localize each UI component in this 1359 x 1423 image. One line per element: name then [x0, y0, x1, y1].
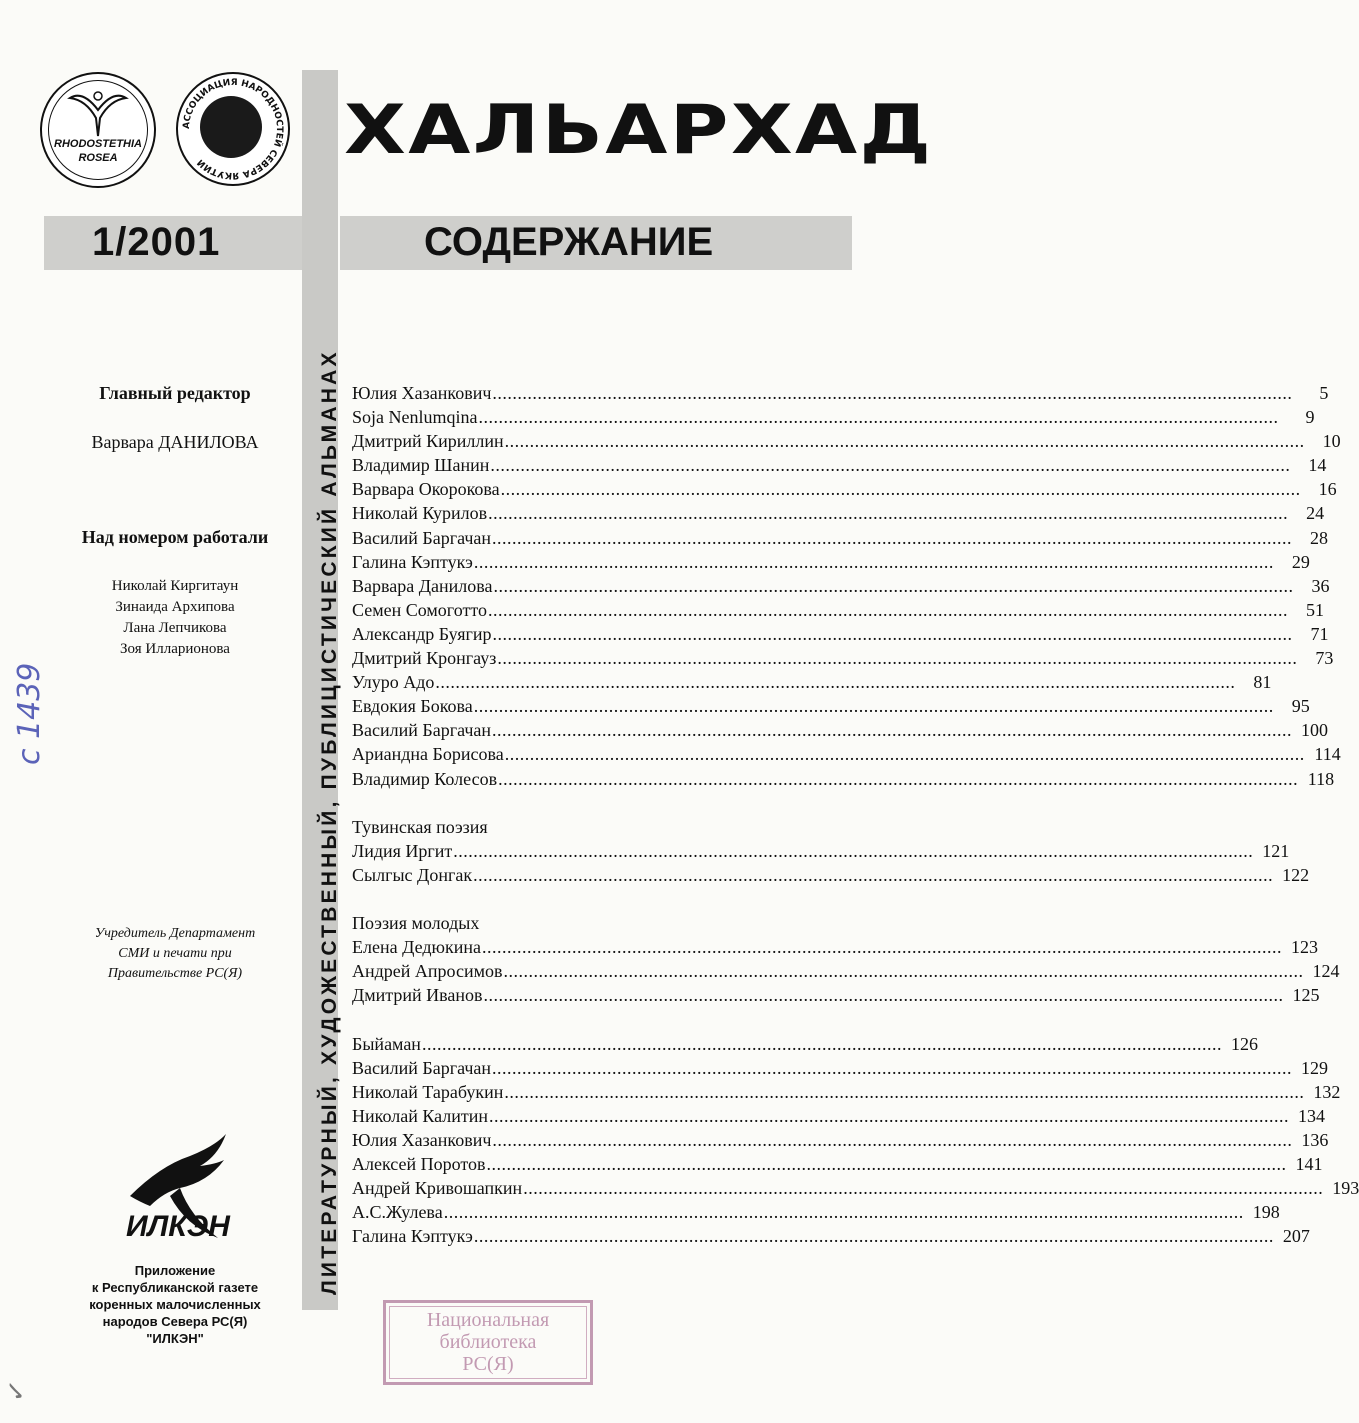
toc-leader-dots	[505, 431, 1305, 452]
toc-leader-dots	[493, 624, 1293, 645]
toc-leader-dots	[505, 744, 1305, 765]
toc-author: Юлия Хазанкович	[352, 383, 492, 403]
toc-entry	[352, 768, 1335, 793]
svg-text:АССОЦИАЦИЯ НАРОДНОСТЕЙ СЕВЕРА: АССОЦИАЦИЯ НАРОДНОСТЕЙ СЕВЕРА ЯКУТИИ	[181, 77, 285, 181]
toc-page-number: 100	[1301, 720, 1329, 741]
toc-entry	[352, 455, 1327, 479]
ilken-logo-text: ИЛКЭН	[126, 1210, 230, 1243]
toc-spacer	[352, 1009, 830, 1033]
toc-author: Василий Баргачан	[352, 1057, 492, 1078]
toc-page-number: 71	[1310, 623, 1329, 644]
supplement-line: "ИЛКЭН"	[146, 1331, 204, 1346]
toc-entry	[352, 648, 1334, 672]
toc-leader-dots	[494, 576, 1294, 597]
toc-spacer	[352, 889, 830, 913]
toc-leader-dots	[474, 1226, 1274, 1247]
toc-author: Владимир Шанин	[352, 455, 490, 476]
toc-entry	[352, 696, 1310, 720]
toc-group	[352, 1033, 1359, 1251]
toc-leader-dots	[484, 985, 1284, 1006]
toc-entry	[352, 575, 1330, 600]
almanac-title: ХАЛЬАРХАД	[344, 91, 934, 170]
toc-author: Алексей Поротов	[352, 1154, 486, 1174]
toc-leader-dots	[474, 552, 1274, 573]
toc-group	[352, 383, 1341, 793]
toc-page-number: 126	[1230, 1033, 1258, 1054]
toc-page-number: 121	[1262, 840, 1290, 861]
toc-entry	[352, 503, 1325, 527]
toc-entry	[352, 840, 1290, 865]
issue-number: 1/2001	[92, 220, 221, 264]
toc-entry	[352, 961, 1340, 985]
toc-entry	[352, 1033, 1258, 1058]
toc-author: Дмитрий Иванов	[352, 985, 483, 1006]
toc-entry	[352, 1129, 1329, 1154]
toc-page-number: 9	[1305, 407, 1315, 428]
toc-author: Дмитрий Кириллин	[352, 431, 504, 452]
logo-text-line2: ROSEA	[78, 152, 118, 164]
logo-text-line1: RHODOSTETHIA	[54, 138, 142, 150]
toc-author: Галина Кэптукэ	[352, 551, 473, 572]
toc-leader-dots	[498, 769, 1298, 790]
toc-entry	[352, 383, 1329, 407]
toc-section-title: Тувинская поэзия	[352, 816, 488, 837]
toc-entry	[352, 479, 1337, 503]
toc-leader-dots	[504, 1082, 1304, 1103]
founder-line: Правительстве РС(Я)	[107, 966, 243, 981]
toc-entry	[352, 672, 1272, 696]
association-emblem	[200, 96, 262, 158]
toc-leader-dots	[492, 1058, 1292, 1079]
toc-entry	[352, 1202, 1280, 1226]
toc-author: Галина Кэптукэ	[352, 1226, 473, 1247]
toc-entry	[352, 1178, 1359, 1202]
team-member: Зоя Илларионова	[120, 641, 230, 657]
toc-page-number: 73	[1315, 648, 1334, 669]
toc-entry	[352, 1226, 1310, 1250]
stamp-inner-border	[389, 1306, 587, 1379]
toc-author: А.С.Жулева	[352, 1202, 443, 1223]
toc-entry	[352, 431, 1341, 455]
toc-leader-dots	[478, 407, 1278, 428]
toc-page-number: 5	[1319, 383, 1329, 403]
toc-page-number: 122	[1282, 864, 1310, 885]
toc-page-number: 81	[1253, 672, 1272, 693]
toc-entry	[352, 623, 1329, 648]
toc-page-number: 24	[1306, 503, 1325, 524]
toc-page-number: 123	[1290, 937, 1318, 958]
toc-leader-dots	[488, 503, 1288, 524]
toc-entry	[352, 551, 1310, 576]
rhodostethia-rosea-logo	[40, 72, 156, 188]
toc-leader-dots	[497, 648, 1297, 669]
toc-author: Soja Nenlumqina	[352, 407, 478, 428]
toc-entry	[352, 599, 1324, 624]
toc-author: Ариандна Борисова	[352, 744, 504, 765]
founder-note	[40, 924, 310, 984]
toc-entry	[352, 864, 1310, 889]
toc-entry	[352, 985, 1320, 1009]
toc-entry	[352, 1081, 1341, 1106]
toc-page-number: 198	[1252, 1202, 1280, 1223]
toc-leader-dots	[492, 1130, 1292, 1151]
toc-leader-dots	[490, 455, 1290, 476]
toc-page-number: 14	[1308, 455, 1327, 476]
founder-line: Учредитель Департамент	[94, 926, 256, 941]
toc-leader-dots	[482, 937, 1282, 958]
toc-page-number: 10	[1322, 431, 1341, 452]
toc-author: Андрей Кривошапкин	[352, 1178, 523, 1199]
handwritten-inventory-number: с 1439	[12, 662, 47, 765]
library-stamp	[383, 1300, 593, 1385]
toc-page-number: 141	[1295, 1154, 1323, 1174]
supplement-line: народов Севера РС(Я)	[102, 1314, 248, 1329]
toc-leader-dots	[474, 696, 1274, 717]
toc-entry	[352, 937, 1318, 961]
toc-author: Лидия Иргит	[352, 840, 453, 861]
supplement-note	[40, 1262, 310, 1347]
toc-page-number: 136	[1301, 1129, 1329, 1150]
toc-entry	[352, 407, 1315, 431]
toc-page-number: 29	[1291, 551, 1310, 572]
toc-entry	[352, 1057, 1329, 1082]
toc-leader-dots	[501, 479, 1301, 500]
stamp-line: РС(Я)	[462, 1353, 514, 1375]
team-list	[40, 576, 310, 660]
toc-page-number: 51	[1305, 599, 1324, 620]
toc-author: Юлия Хазанкович	[352, 1129, 492, 1150]
toc-author: Василий Баргачан	[352, 720, 492, 741]
toc-entry	[352, 1154, 1323, 1178]
toc-leader-dots	[422, 1034, 1222, 1055]
supplement-line: Приложение	[134, 1263, 216, 1278]
toc-page-number: 132	[1313, 1081, 1341, 1102]
toc-leader-dots	[453, 841, 1253, 862]
toc-leader-dots	[492, 528, 1292, 549]
team-member: Николай Киргитаун	[111, 578, 239, 594]
toc-entry	[352, 1105, 1325, 1130]
toc-leader-dots	[492, 383, 1292, 404]
toc-group	[352, 840, 1310, 889]
toc-author: Александр Буягир	[352, 623, 492, 644]
toc-author: Николай Курилов	[352, 503, 488, 524]
toc-author: Николай Калитин	[352, 1105, 488, 1126]
founder-line: СМИ и печати при	[118, 946, 232, 961]
toc-author: Василий Баргачан	[352, 527, 492, 548]
toc-leader-dots	[435, 672, 1235, 693]
toc-leader-dots	[488, 600, 1288, 621]
toc-author: Андрей Апросимов	[352, 961, 503, 982]
toc-entry	[352, 720, 1329, 744]
toc-page-number: 114	[1314, 744, 1341, 765]
supplement-line: коренных малочисленных	[89, 1297, 261, 1312]
toc-author: Евдокия Бокова	[352, 696, 473, 717]
stamp-line: Национальная	[426, 1309, 550, 1331]
toc-group	[352, 937, 1340, 1009]
chief-editor-name: Варвара ДАНИЛОВА	[91, 432, 259, 452]
toc-leader-dots	[487, 1154, 1287, 1175]
gull-icon	[68, 88, 128, 140]
toc-leader-dots	[489, 1106, 1289, 1127]
toc-leader-dots	[504, 961, 1304, 982]
toc-author: Дмитрий Кронгауз	[352, 648, 497, 669]
chief-editor-label: Главный редактор	[99, 383, 251, 403]
toc-page-number: 16	[1318, 479, 1337, 500]
toc-author: Семен Сомоготто	[352, 599, 487, 620]
toc-page-number: 95	[1291, 696, 1310, 717]
toc-leader-dots	[473, 865, 1273, 886]
toc-page-number: 134	[1298, 1105, 1325, 1126]
toc-page-number: 118	[1307, 768, 1335, 789]
contents-heading: СОДЕРЖАНИЕ	[424, 220, 714, 264]
toc-author: Сылгыс Донгак	[352, 864, 473, 885]
corner-pencil-mark: ✓	[0, 1377, 33, 1405]
team-member: Зинаида Архипова	[115, 599, 235, 615]
toc-author: Елена Дедюкина	[352, 937, 481, 958]
toc-leader-dots	[492, 720, 1292, 741]
toc-section-title: Поэзия молодых	[352, 913, 480, 934]
toc-page-number: 193	[1332, 1178, 1359, 1199]
toc-page-number: 28	[1310, 527, 1329, 548]
toc-author: Быйаман	[352, 1033, 421, 1054]
toc-page-number: 129	[1301, 1057, 1329, 1078]
toc-author: Варвара Данилова	[352, 575, 493, 596]
toc-page-number: 36	[1311, 575, 1330, 596]
toc-author: Улуро Адо	[352, 672, 435, 693]
toc-spacer	[352, 793, 830, 817]
toc-entry	[352, 744, 1341, 768]
toc-entry	[352, 527, 1329, 552]
table-of-contents	[352, 383, 1359, 1250]
supplement-line: к Республиканской газете	[91, 1280, 259, 1295]
toc-page-number: 125	[1292, 985, 1320, 1006]
toc-author: Варвара Окорокова	[352, 479, 500, 500]
toc-page-number: 124	[1312, 961, 1340, 982]
spine-text: ЛИТЕРАТУРНЫЙ, ХУДОЖЕСТВЕННЫЙ, ПУБЛИЦИСТИЧЕСКИЙ АЛЬМАНАХ	[318, 349, 341, 1295]
association-logo	[176, 72, 290, 186]
toc-leader-dots	[444, 1202, 1244, 1223]
team-member: Лана Лепчикова	[123, 620, 227, 636]
toc-page-number: 207	[1282, 1226, 1310, 1247]
team-label: Над номером работали	[81, 527, 269, 547]
toc-author: Владимир Колесов	[352, 768, 498, 789]
toc-author: Николай Тарабукин	[352, 1081, 504, 1102]
toc-leader-dots	[523, 1178, 1323, 1199]
stamp-line: библиотека	[439, 1331, 537, 1353]
